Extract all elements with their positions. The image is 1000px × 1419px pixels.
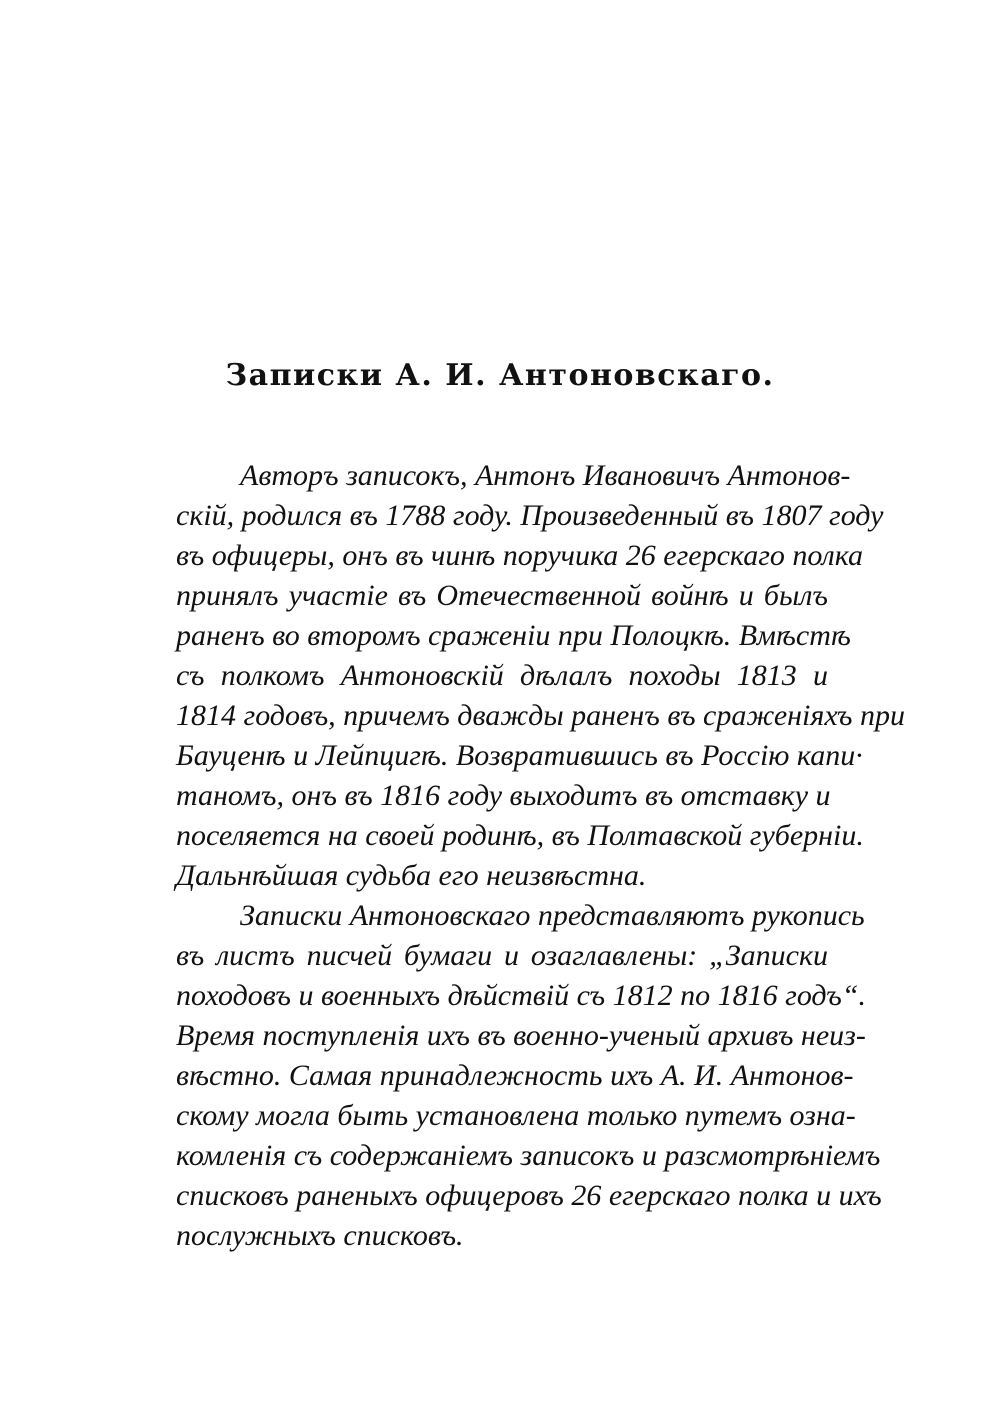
paragraph-2-line: скому могла быть установлена только путемъ озна- [176, 1099, 856, 1132]
paragraph-2-line: Записки Антоновскаго представляютъ рукопись [240, 899, 865, 932]
page-title: Записки А. И. Антоновскаго. [225, 358, 775, 393]
paragraph-1-line: Бауценѣ и Лейпцигѣ. Возвратившись въ Россію капи· [176, 739, 863, 772]
paragraph-1-line: принялъ участіе въ Отечественной войнѣ и былъ [176, 579, 828, 612]
paragraph-1-line: Авторъ записокъ, Антонъ Ивановичъ Антонов- [240, 459, 851, 492]
paragraph-1-line: скій, родился въ 1788 году. Произведенный въ 1807 году [176, 499, 884, 532]
paragraph-1-line: Дальнѣйшая судьба его неизвѣстна. [176, 859, 647, 892]
paragraph-1-line: раненъ во второмъ сраженіи при Полоцкѣ. Вмѣстѣ [176, 619, 851, 652]
paragraph-1-line: 1814 годовъ, причемъ дважды раненъ въ сраженіяхъ при [176, 699, 905, 732]
paragraph-2-line: вѣстно. Самая принадлежность ихъ А. И. Антонов- [176, 1059, 854, 1092]
paragraph-1-line: таномъ, онъ въ 1816 году выходитъ въ отставку и [176, 779, 831, 812]
paragraph-2-line: въ листъ писчей бумаги и озаглавлены: „Записки [176, 939, 828, 972]
paragraph-1-line: поселяется на своей родинѣ, въ Полтавской губерніи. [176, 819, 864, 852]
paragraph-2-line: послужныхъ списковъ. [176, 1219, 464, 1252]
paragraph-2-line: списковъ раненыхъ офицеровъ 26 егерскаго полка и ихъ [176, 1179, 882, 1212]
paragraph-2-line: комленія съ содержаніемъ записокъ и разсмотрѣніемъ [176, 1139, 881, 1172]
paragraph-1-line: съ полкомъ Антоновскій дѣлалъ походы 1813 и [176, 659, 828, 692]
paragraph-2-line: Время поступленія ихъ въ военно-ученый архивъ неиз- [176, 1019, 866, 1052]
paragraph-2-line: походовъ и военныхъ дѣйствій съ 1812 по 1816 годъ“. [176, 979, 866, 1012]
paragraph-1-line: въ офицеры, онъ въ чинѣ поручика 26 егерскаго полка [176, 539, 864, 572]
